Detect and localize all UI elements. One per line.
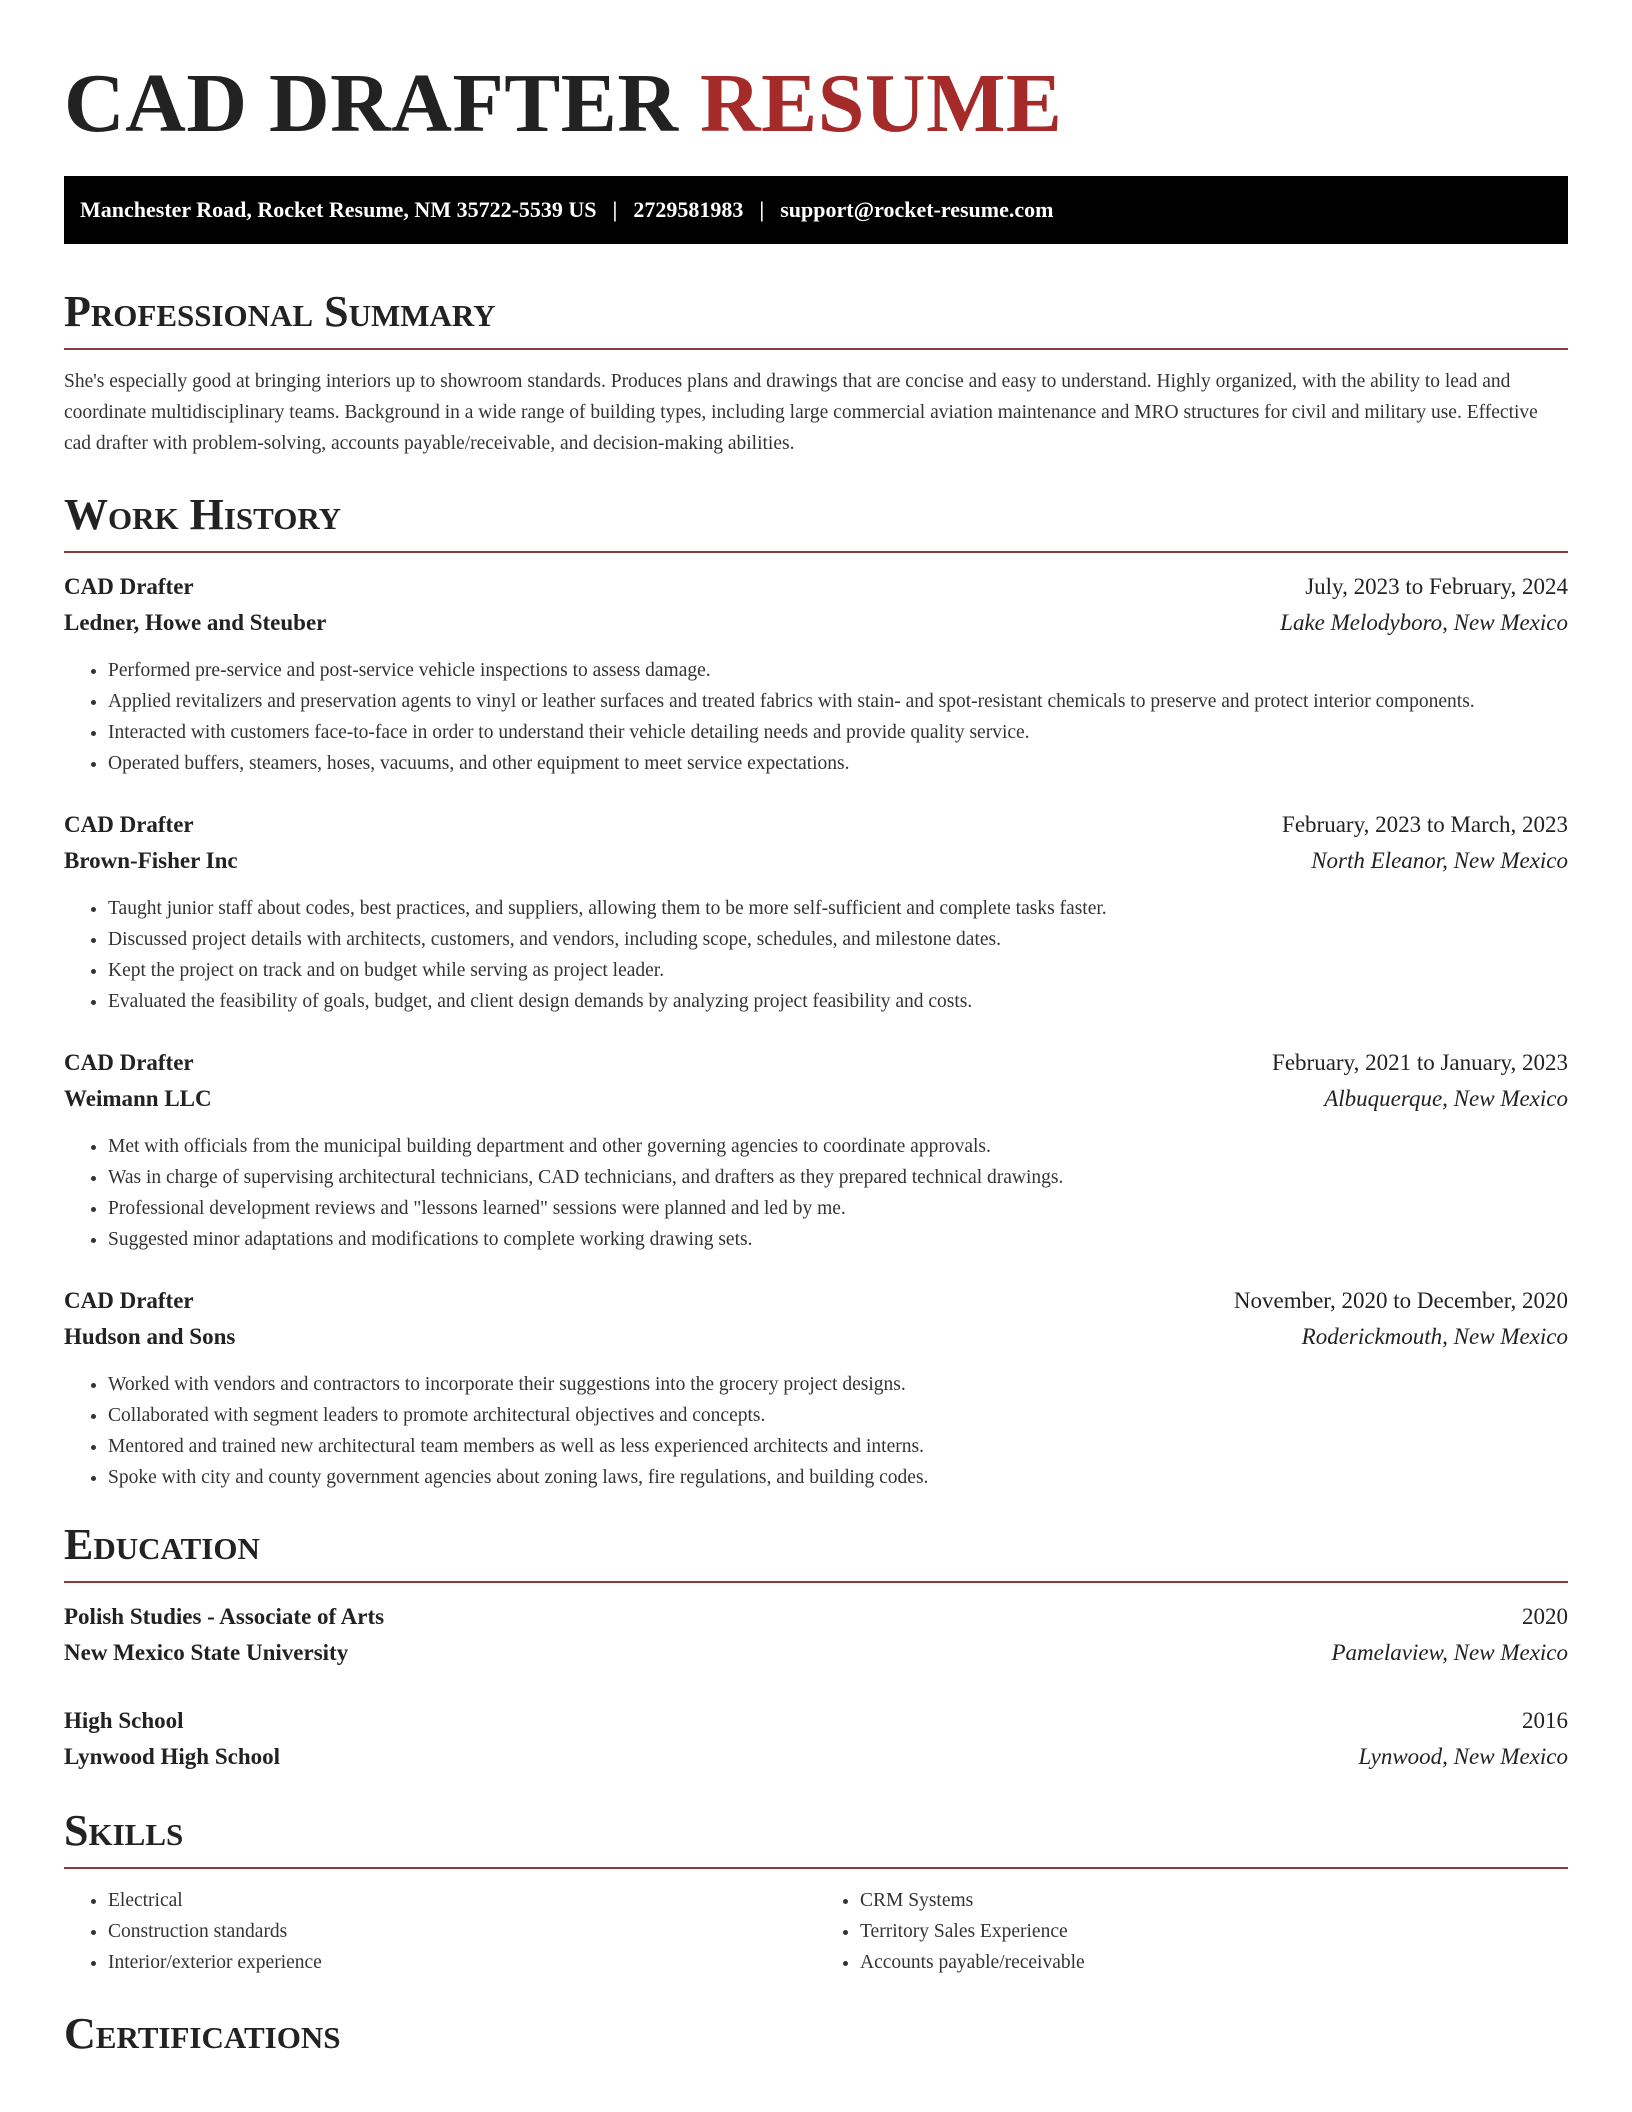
list-item: • Spoke with city and county government agencies about zoning laws, fire regulations, and building codes. xyxy=(108,1462,1568,1493)
summary-text: She's especially good at bringing interiors up to showroom standards. Produces plans and drawings that are concise and easy to understand. Highly organized, with the ability to lead and coordinate multidisciplinary teams. Background in a wide range of building types, including large commercial aviation maintenance and MRO structures for civil and military use. Effective cad drafter with problem-solving, accounts payable/receivable, and decision-making abilities. xyxy=(64,371,1538,454)
section-divider xyxy=(64,1867,1568,1869)
list-item: • Worked with vendors and contractors to incorporate their suggestions into the grocery project designs. xyxy=(108,1369,1568,1400)
education-location: Pamelaview, New Mexico xyxy=(1331,1640,1568,1665)
resume-content xyxy=(64,54,1568,2062)
skills-columns xyxy=(64,1885,1568,1978)
job-location: North Eleanor, New Mexico xyxy=(1311,848,1568,873)
education-entry xyxy=(64,1599,1568,1671)
job-bullets xyxy=(64,1131,1568,1255)
summary-section xyxy=(64,284,1568,459)
education-degree: Polish Studies - Associate of Arts xyxy=(64,1604,385,1629)
list-item: • Was in charge of supervising architectural technicians, CAD technicians, and drafters as they prepared technical drawings. xyxy=(108,1162,1568,1193)
job-entry xyxy=(64,569,1568,779)
education-year: 2016 xyxy=(1522,1708,1568,1733)
contact-bar xyxy=(64,176,1568,244)
job-location: Lake Melodyboro, New Mexico xyxy=(1280,610,1568,635)
list-item: • Territory Sales Experience xyxy=(860,1916,1568,1947)
list-item: • Performed pre-service and post-service vehicle inspections to assess damage. xyxy=(108,655,1568,686)
list-item: • Accounts payable/receivable xyxy=(860,1947,1568,1978)
list-item: • Kept the project on track and on budget while serving as project leader. xyxy=(108,955,1568,986)
skills-list-left xyxy=(64,1885,816,1978)
section-divider xyxy=(64,348,1568,350)
skills-list-right xyxy=(816,1885,1568,1978)
job-title: CAD Drafter xyxy=(64,574,194,599)
contact-phone[interactable]: 2729581983 xyxy=(633,197,744,222)
job-entry xyxy=(64,1045,1568,1255)
title-accent: RESUME xyxy=(700,57,1063,150)
job-title: CAD Drafter xyxy=(64,812,194,837)
list-item: • Mentored and trained new architectural team members as well as less experienced architects and interns. xyxy=(108,1431,1568,1462)
section-divider xyxy=(64,1581,1568,1583)
job-entry xyxy=(64,1283,1568,1493)
list-item: • Interacted with customers face-to-face in order to understand their vehicle detailing needs and provide quality service. xyxy=(108,717,1568,748)
job-company: Ledner, Howe and Steuber xyxy=(64,610,327,635)
job-location: Roderickmouth, New Mexico xyxy=(1301,1324,1568,1349)
job-dates: July, 2023 to February, 2024 xyxy=(1305,574,1568,599)
list-item: • Operated buffers, steamers, hoses, vacuums, and other equipment to meet service expectations. xyxy=(108,748,1568,779)
job-company: Weimann LLC xyxy=(64,1086,212,1111)
job-company: Hudson and Sons xyxy=(64,1324,236,1349)
work-section xyxy=(64,487,1568,1493)
list-item: • Applied revitalizers and preservation agents to vinyl or leather surfaces and treated fabrics with stain- and spot-resistant chemicals to preserve and protect interior components. xyxy=(108,686,1568,717)
resume-title xyxy=(64,54,1568,154)
education-heading: Education xyxy=(64,1520,260,1569)
list-item: • Met with officials from the municipal building department and other governing agencies to coordinate approvals. xyxy=(108,1131,1568,1162)
list-item: • Interior/exterior experience xyxy=(108,1947,816,1978)
list-item: • Collaborated with segment leaders to promote architectural objectives and concepts. xyxy=(108,1400,1568,1431)
job-dates: November, 2020 to December, 2020 xyxy=(1233,1288,1568,1313)
list-item: • CRM Systems xyxy=(860,1885,1568,1916)
skills-heading: Skills xyxy=(64,1806,184,1855)
education-year: 2020 xyxy=(1522,1604,1568,1629)
skills-section xyxy=(64,1803,1568,1978)
summary-heading: Professional Summary xyxy=(64,287,496,336)
certifications-heading: Certifications xyxy=(64,2009,341,2058)
list-item: • Professional development reviews and "lessons learned" sessions were planned and led by me. xyxy=(108,1193,1568,1224)
list-item: • Evaluated the feasibility of goals, budget, and client design demands by analyzing project feasibility and costs. xyxy=(108,986,1568,1017)
list-item: • Construction standards xyxy=(108,1916,816,1947)
job-bullets xyxy=(64,655,1568,779)
job-entry xyxy=(64,807,1568,1017)
education-section xyxy=(64,1517,1568,1775)
section-divider xyxy=(64,551,1568,553)
list-item: • Taught junior staff about codes, best practices, and suppliers, allowing them to be more self-sufficient and complete tasks faster. xyxy=(108,893,1568,924)
title-main: CAD DRAFTER xyxy=(64,57,679,150)
job-bullets xyxy=(64,893,1568,1017)
job-company: Brown-Fisher Inc xyxy=(64,848,238,873)
contact-separator: | xyxy=(612,197,618,222)
education-school: Lynwood High School xyxy=(64,1744,281,1769)
list-item: • Suggested minor adaptations and modifications to complete working drawing sets. xyxy=(108,1224,1568,1255)
contact-address: Manchester Road, Rocket Resume, NM 35722-5539 US xyxy=(80,197,597,222)
job-location: Albuquerque, New Mexico xyxy=(1324,1086,1568,1111)
contact-separator: | xyxy=(759,197,765,222)
certifications-section xyxy=(64,2006,1568,2062)
job-dates: February, 2023 to March, 2023 xyxy=(1282,812,1568,837)
job-title: CAD Drafter xyxy=(64,1288,194,1313)
job-bullets xyxy=(64,1369,1568,1493)
list-item: • Electrical xyxy=(108,1885,816,1916)
education-entry xyxy=(64,1703,1568,1775)
education-school: New Mexico State University xyxy=(64,1640,349,1665)
education-location: Lynwood, New Mexico xyxy=(1358,1744,1568,1769)
job-dates: February, 2021 to January, 2023 xyxy=(1272,1050,1568,1075)
work-heading: Work History xyxy=(64,490,342,539)
job-title: CAD Drafter xyxy=(64,1050,194,1075)
education-degree: High School xyxy=(64,1708,184,1733)
contact-email[interactable]: support@rocket-resume.com xyxy=(780,197,1054,222)
list-item: • Discussed project details with architects, customers, and vendors, including scope, schedules, and milestone dates. xyxy=(108,924,1568,955)
